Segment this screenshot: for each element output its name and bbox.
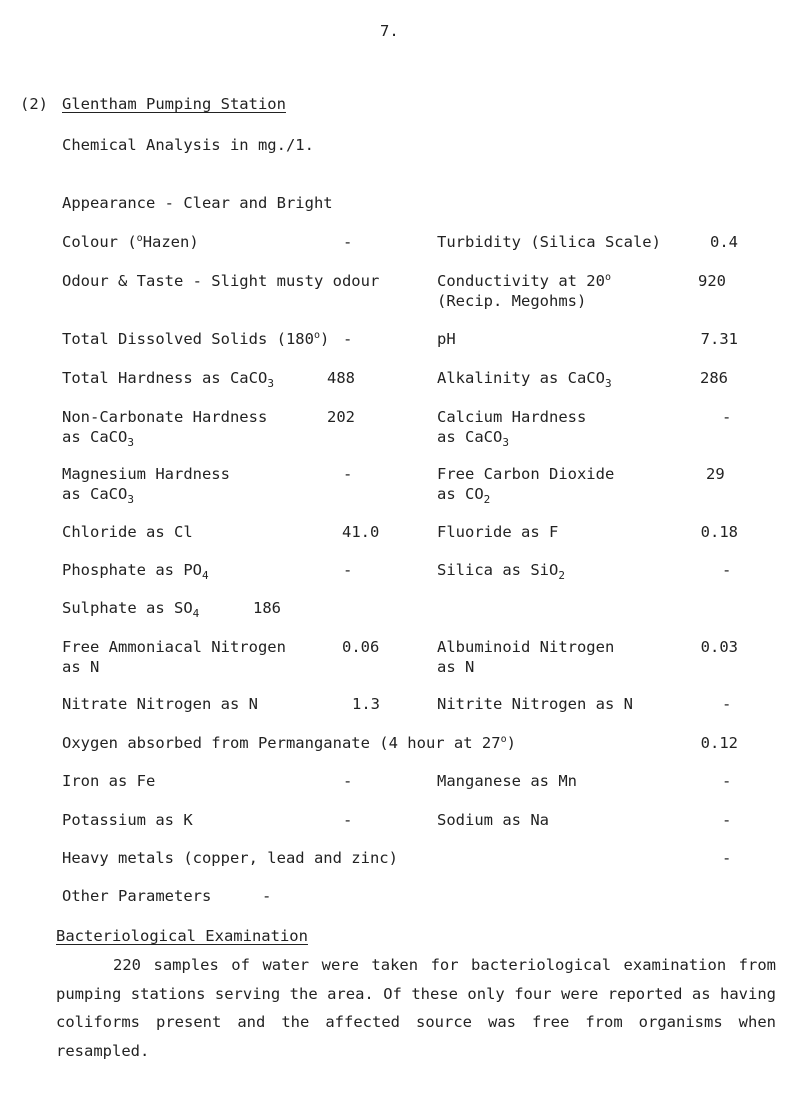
ammonia-label-2: as N [62,658,100,676]
oxygen-value: 0.12 [700,734,738,752]
alkalinity-label: Alkalinity as CaCO$_3$ [437,369,612,390]
potassium-label: Potassium as K [62,811,193,829]
alkalinity-value: 286 [700,369,728,387]
sodium-value: - [722,811,732,829]
calcium-label-2: as CaCO$_3$ [437,428,509,449]
albuminoid-value: 0.03 [700,638,738,656]
turbidity-value: 0.4 [710,233,738,251]
fluoride-value: 0.18 [700,523,738,541]
section-title: Glentham Pumping Station [62,95,286,113]
colour-value: - [343,233,353,251]
section-number: (2) [20,95,48,113]
co2-label: Free Carbon Dioxide [437,465,615,483]
ammonia-label: Free Ammoniacal Nitrogen [62,638,286,656]
albuminoid-label-2: as N [437,658,475,676]
co2-label-2: as $CO_2$ [437,485,491,506]
conductivity-value: 920 [698,272,726,290]
tds-value: - [343,330,353,348]
turbidity-label: Turbidity (Silica Scale) [437,233,661,251]
nitrate-value: 1.3 [352,695,380,713]
noncarb-label-2: as CaCO$_3$ [62,428,134,449]
hardness-label: Total Hardness as CaCO$_3$ [62,369,274,390]
calcium-label: Calcium Hardness [437,408,587,426]
albuminoid-label: Albuminoid Nitrogen [437,638,615,656]
subtitle: Chemical Analysis in mg./1. [62,136,314,154]
iron-value: - [343,772,353,790]
conductivity-unit: (Recip. Megohms) [437,292,587,310]
potassium-value: - [343,811,353,829]
chloride-label: Chloride as Cl [62,523,193,541]
other-parameters-label: Other Parameters [62,887,212,905]
ammonia-value: 0.06 [342,638,380,656]
manganese-value: - [722,772,732,790]
calcium-value: - [722,408,732,426]
silica-label: Silica as SiO$_2$ [437,561,565,582]
page-number: 7. [380,22,399,40]
manganese-label: Manganese as Mn [437,772,577,790]
nitrite-label: Nitrite Nitrogen as N [437,695,633,713]
odour-label: Odour & Taste - Slight musty odour [62,272,380,290]
other-parameters-value: - [262,887,272,905]
phosphate-label: Phosphate as $PO_4$ [62,561,209,582]
heavy-metals-value: - [722,849,732,867]
tds-label: Total Dissolved Solids (180$^o$) [62,330,330,348]
heavy-metals-label: Heavy metals (copper, lead and zinc) [62,849,398,867]
phosphate-value: - [343,561,353,579]
bacteriological-title: Bacteriological Examination [56,927,308,945]
bacteriological-paragraph [56,951,776,1065]
ph-value: 7.31 [700,330,738,348]
sulphate-value: 186 [253,599,281,617]
bacteriological-text: 220 samples of water were taken for bacteriological examination from pumping stations serving the area. Of these only four were reported as having coliforms present and the affected source was free from organisms when resampled. [56,956,776,1060]
co2-value: 29 [706,465,725,483]
sodium-label: Sodium as Na [437,811,549,829]
noncarb-value: 202 [327,408,355,426]
fluoride-label: Fluoride as F [437,523,559,541]
sulphate-label: Sulphate as $SO_4$ [62,599,200,620]
conductivity-label: Conductivity at 20$^o$ [437,272,612,290]
noncarb-label: Non-Carbonate Hardness [62,408,268,426]
magnesium-label: Magnesium Hardness [62,465,230,483]
magnesium-value: - [343,465,353,483]
nitrate-label: Nitrate Nitrogen as N [62,695,258,713]
chloride-value: 41.0 [342,523,380,541]
magnesium-label-2: as CaCO$_3$ [62,485,134,506]
colour-label: Colour ($^o$Hazen) [62,233,199,251]
nitrite-value: - [722,695,732,713]
iron-label: Iron as Fe [62,772,156,790]
ph-label: pH [437,330,456,348]
hardness-value: 488 [327,369,355,387]
appearance: Appearance - Clear and Bright [62,194,333,212]
silica-value: - [722,561,732,579]
oxygen-label: Oxygen absorbed from Permanganate (4 hour at 27$^o$) [62,734,516,752]
